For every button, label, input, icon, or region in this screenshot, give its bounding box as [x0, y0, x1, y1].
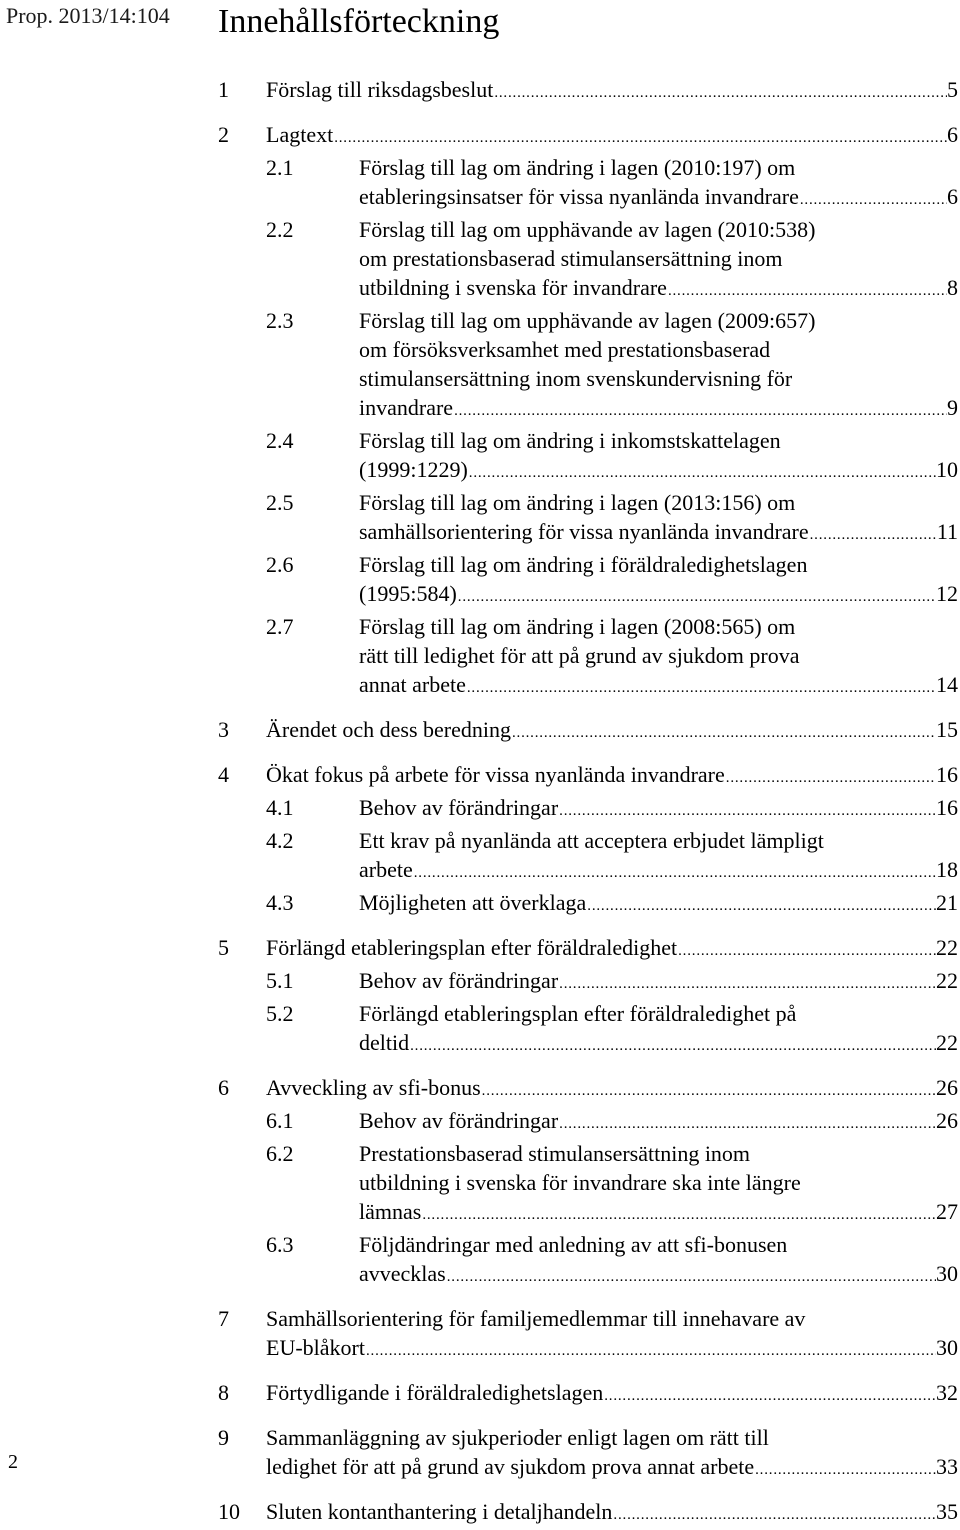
toc-entry-line	[266, 933, 958, 966]
dot-leader	[559, 797, 936, 826]
toc-entry-title: Förslag till lag om ändring i lagen (2010:197) om	[359, 155, 796, 180]
toc-entry-number: 2	[218, 122, 229, 147]
toc-entry-line	[359, 888, 958, 921]
toc-entry[interactable]	[218, 550, 958, 612]
toc-entry-page: 5	[947, 77, 958, 102]
toc-entry-line	[359, 244, 958, 273]
toc-entry-title: Förslag till lag om ändring i lagen (2013:156) om	[359, 490, 796, 515]
dot-leader	[726, 764, 936, 793]
toc-entry-title: EU-blåkort	[266, 1335, 365, 1360]
toc-entry-page: 18	[936, 857, 958, 882]
toc-entry-title: Behov av förändringar	[359, 968, 559, 993]
toc-entry[interactable]	[218, 215, 958, 306]
toc-entry-title: Lagtext	[266, 122, 334, 147]
toc-entry-line	[266, 1378, 958, 1411]
dot-leader	[447, 1263, 936, 1292]
toc-entry[interactable]	[218, 1378, 958, 1411]
toc-entry-page: 16	[936, 795, 958, 820]
toc-entry-page: 11	[936, 519, 958, 544]
toc-entry[interactable]	[218, 1304, 958, 1366]
toc-entry[interactable]	[218, 1230, 958, 1292]
toc-entry-number: 2.5	[266, 490, 294, 515]
toc-entry-title: ledighet för att på grund av sjukdom prova annat arbete	[266, 1454, 755, 1479]
toc-entry-page: 6	[947, 184, 958, 209]
dot-leader	[613, 1501, 936, 1530]
toc-entry[interactable]	[218, 1497, 958, 1530]
toc-entry-number: 2.1	[266, 155, 294, 180]
toc-entry-line	[266, 760, 958, 793]
dot-leader	[366, 1337, 936, 1366]
toc-entry-number: 9	[218, 1425, 229, 1450]
toc-entry-line	[266, 1423, 958, 1452]
toc-entry[interactable]	[218, 75, 958, 108]
toc-entry-page: 21	[936, 890, 958, 915]
page-title: Innehållsförteckning	[218, 3, 500, 40]
toc-entry-page: 30	[936, 1335, 958, 1360]
toc-entry-line	[359, 612, 958, 641]
toc-entry-line	[266, 1073, 958, 1106]
toc-entry-line	[359, 182, 958, 215]
toc-entry-number: 4	[218, 762, 229, 787]
toc-entry-title: rätt till ledighet för att på grund av sjukdom prova	[359, 643, 800, 668]
toc-entry[interactable]	[218, 999, 958, 1061]
dot-leader	[755, 1456, 936, 1485]
toc-entry-line	[266, 715, 958, 748]
toc-entry-line	[359, 153, 958, 182]
toc-entry-line	[359, 393, 958, 426]
toc-entry-number: 2.2	[266, 217, 294, 242]
dot-leader	[422, 1201, 936, 1230]
toc-entry-title: samhällsorientering för vissa nyanlända invandrare	[359, 519, 809, 544]
toc-entry-line	[359, 999, 958, 1028]
toc-entry-title: invandrare	[359, 395, 454, 420]
dot-leader	[559, 970, 936, 999]
toc-entry-number: 2.3	[266, 308, 294, 333]
toc-entry-title: (1999:1229)	[359, 457, 468, 482]
toc-entry-number: 5.2	[266, 1001, 294, 1026]
toc-entry-line	[359, 826, 958, 855]
toc-entry-title: Ökat fokus på arbete för vissa nyanlända invandrare	[266, 762, 725, 787]
toc-entry-number: 10	[218, 1499, 240, 1524]
toc-entry-number: 4.1	[266, 795, 294, 820]
toc-entry[interactable]	[218, 306, 958, 426]
toc-entry[interactable]	[218, 933, 958, 966]
toc-entry-number: 3	[218, 717, 229, 742]
toc-entry-line	[359, 273, 958, 306]
dot-leader	[678, 937, 936, 966]
toc-entry-title: lämnas	[359, 1199, 422, 1224]
toc-entry-number: 4.3	[266, 890, 294, 915]
toc-entry-line	[359, 1230, 958, 1259]
toc-entry-line	[359, 855, 958, 888]
toc-entry-title: (1995:584)	[359, 581, 457, 606]
toc-entry-title: Förslag till riksdagsbeslut	[266, 77, 494, 102]
dot-leader	[810, 521, 937, 550]
toc-entry-page: 22	[936, 968, 958, 993]
dot-leader	[454, 397, 947, 426]
toc-entry-number: 6.1	[266, 1108, 294, 1133]
toc-entry-title: Ett krav på nyanlända att acceptera erbjudet lämpligt	[359, 828, 824, 853]
toc-entry-title: Förtydligande i föräldraledighetslagen	[266, 1380, 604, 1405]
dot-leader	[482, 1077, 936, 1106]
toc-entry[interactable]	[218, 1423, 958, 1485]
dot-leader	[494, 79, 947, 108]
toc-entry-line	[359, 306, 958, 335]
toc-entry-title: arbete	[359, 857, 413, 882]
toc-entry-line	[359, 335, 958, 364]
toc-entry-number: 2.6	[266, 552, 294, 577]
toc-entry-title: om försöksverksamhet med prestationsbaserad	[359, 337, 771, 362]
toc-entry[interactable]	[218, 1139, 958, 1230]
toc-entry-number: 5	[218, 935, 229, 960]
toc-entry-title: Förslag till lag om ändring i föräldraledighetslagen	[359, 552, 808, 577]
toc-entry-page: 26	[936, 1108, 958, 1133]
toc-entry-title: Avveckling av sfi-bonus	[266, 1075, 481, 1100]
toc-entry-title: Samhällsorientering för familjemedlemmar till innehavare av	[266, 1306, 806, 1331]
toc-entry-page: 22	[936, 1030, 958, 1055]
toc-entry-line	[359, 215, 958, 244]
toc-entry-line	[359, 550, 958, 579]
toc-entry-title: Förlängd etableringsplan efter föräldraledighet på	[359, 1001, 797, 1026]
toc-entry-line	[359, 670, 958, 703]
toc-entry[interactable]	[218, 612, 958, 703]
toc-entry-line	[359, 641, 958, 670]
toc-entry-title: deltid	[359, 1030, 410, 1055]
toc-entry-title: Förslag till lag om ändring i inkomstskattelagen	[359, 428, 781, 453]
dot-leader	[800, 186, 947, 215]
toc-entry[interactable]	[218, 888, 958, 921]
toc-entry-page: 32	[936, 1380, 958, 1405]
toc-entry[interactable]	[218, 966, 958, 999]
toc-entry-line	[359, 1106, 958, 1139]
toc-entry-number: 6.3	[266, 1232, 294, 1257]
toc-entry-line	[359, 426, 958, 455]
toc-entry-title: om prestationsbaserad stimulansersättning inom	[359, 246, 783, 271]
toc-entry-line	[359, 1139, 958, 1168]
dot-leader	[410, 1032, 936, 1061]
toc-entry-page: 14	[936, 672, 958, 697]
toc-entry-page: 8	[947, 275, 958, 300]
toc-entry-title: Prestationsbaserad stimulansersättning inom	[359, 1141, 751, 1166]
toc-entry-line	[266, 1452, 958, 1485]
toc-entry-page: 12	[936, 581, 958, 606]
toc-entry-title: Behov av förändringar	[359, 1108, 559, 1133]
dot-leader	[587, 892, 936, 921]
toc-entry-number: 1	[218, 77, 229, 102]
toc-entry-line	[359, 1197, 958, 1230]
toc-entry-line	[359, 1259, 958, 1292]
page-number: 2	[8, 1451, 18, 1473]
toc-entry-number: 6	[218, 1075, 229, 1100]
document-reference: Prop. 2013/14:104	[6, 3, 170, 28]
toc-entry[interactable]	[218, 715, 958, 748]
toc-entry-title: Sammanläggning av sjukperioder enligt lagen om rätt till	[266, 1425, 769, 1450]
toc-entry-page: 30	[936, 1261, 958, 1286]
toc-entry-title: Sluten kontanthantering i detaljhandeln	[266, 1499, 613, 1524]
toc-entry-line	[359, 488, 958, 517]
toc-entry[interactable]	[218, 153, 958, 215]
toc-entry-line	[359, 966, 958, 999]
toc-entry-number: 5.1	[266, 968, 294, 993]
toc-entry-number: 6.2	[266, 1141, 294, 1166]
toc-entry-page: 27	[936, 1199, 958, 1224]
toc-entry-line	[266, 1497, 958, 1530]
toc-entry-number: 2.7	[266, 614, 294, 639]
dot-leader	[469, 459, 936, 488]
toc-entry[interactable]	[218, 120, 958, 153]
toc-entry[interactable]	[218, 1106, 958, 1139]
toc-entry[interactable]	[218, 760, 958, 793]
toc-entry-number: 7	[218, 1306, 229, 1331]
toc-entry-line	[359, 455, 958, 488]
toc-entry-number: 2.4	[266, 428, 294, 453]
toc-entry-title: Förlängd etableringsplan efter föräldraledighet	[266, 935, 678, 960]
toc-entry-page: 16	[936, 762, 958, 787]
toc-entry-number: 8	[218, 1380, 229, 1405]
dot-leader	[467, 674, 936, 703]
toc-entry-line	[359, 1028, 958, 1061]
toc-entry-title: etableringsinsatser för vissa nyanlända invandrare	[359, 184, 799, 209]
toc-entry-line	[359, 793, 958, 826]
dot-leader	[668, 277, 947, 306]
toc-entry-title: avvecklas	[359, 1261, 446, 1286]
toc-entry-line	[266, 1304, 958, 1333]
table-of-contents	[218, 75, 958, 1530]
toc-entry-page: 9	[947, 395, 958, 420]
toc-entry-page: 33	[936, 1454, 958, 1479]
toc-entry-title: utbildning i svenska för invandrare	[359, 275, 667, 300]
toc-entry-page: 10	[936, 457, 958, 482]
toc-entry-line	[359, 1168, 958, 1197]
dot-leader	[334, 124, 947, 153]
toc-entry-line	[266, 75, 958, 108]
toc-entry-title: stimulansersättning inom svenskundervisning för	[359, 366, 793, 391]
toc-entry-title: Ärendet och dess beredning	[266, 717, 511, 742]
toc-entry-title: Förslag till lag om upphävande av lagen (2009:657)	[359, 308, 816, 333]
toc-entry[interactable]	[218, 1073, 958, 1106]
toc-entry-number: 4.2	[266, 828, 294, 853]
toc-entry-title: Följdändringar med anledning av att sfi-bonusen	[359, 1232, 788, 1257]
toc-entry-line	[266, 1333, 958, 1366]
toc-entry-title: Förslag till lag om upphävande av lagen (2010:538)	[359, 217, 816, 242]
toc-entry[interactable]	[218, 426, 958, 488]
toc-entry-page: 35	[936, 1499, 958, 1524]
toc-entry-title: annat arbete	[359, 672, 466, 697]
toc-entry-title: Möjligheten att överklaga	[359, 890, 587, 915]
toc-entry-line	[266, 120, 958, 153]
dot-leader	[512, 719, 936, 748]
dot-leader	[458, 583, 936, 612]
toc-entry-line	[359, 579, 958, 612]
toc-entry-page: 15	[936, 717, 958, 742]
toc-entry-page: 6	[947, 122, 958, 147]
toc-entry-page: 26	[936, 1075, 958, 1100]
dot-leader	[559, 1110, 936, 1139]
toc-entry[interactable]	[218, 826, 958, 888]
dot-leader	[414, 859, 936, 888]
toc-entry[interactable]	[218, 793, 958, 826]
toc-entry-line	[359, 517, 958, 550]
toc-entry-title: Behov av förändringar	[359, 795, 559, 820]
toc-entry[interactable]	[218, 488, 958, 550]
toc-entry-line	[359, 364, 958, 393]
toc-entry-page: 22	[936, 935, 958, 960]
toc-entry-title: Förslag till lag om ändring i lagen (2008:565) om	[359, 614, 796, 639]
toc-entry-title: utbildning i svenska för invandrare ska inte längre	[359, 1170, 801, 1195]
dot-leader	[604, 1382, 936, 1411]
